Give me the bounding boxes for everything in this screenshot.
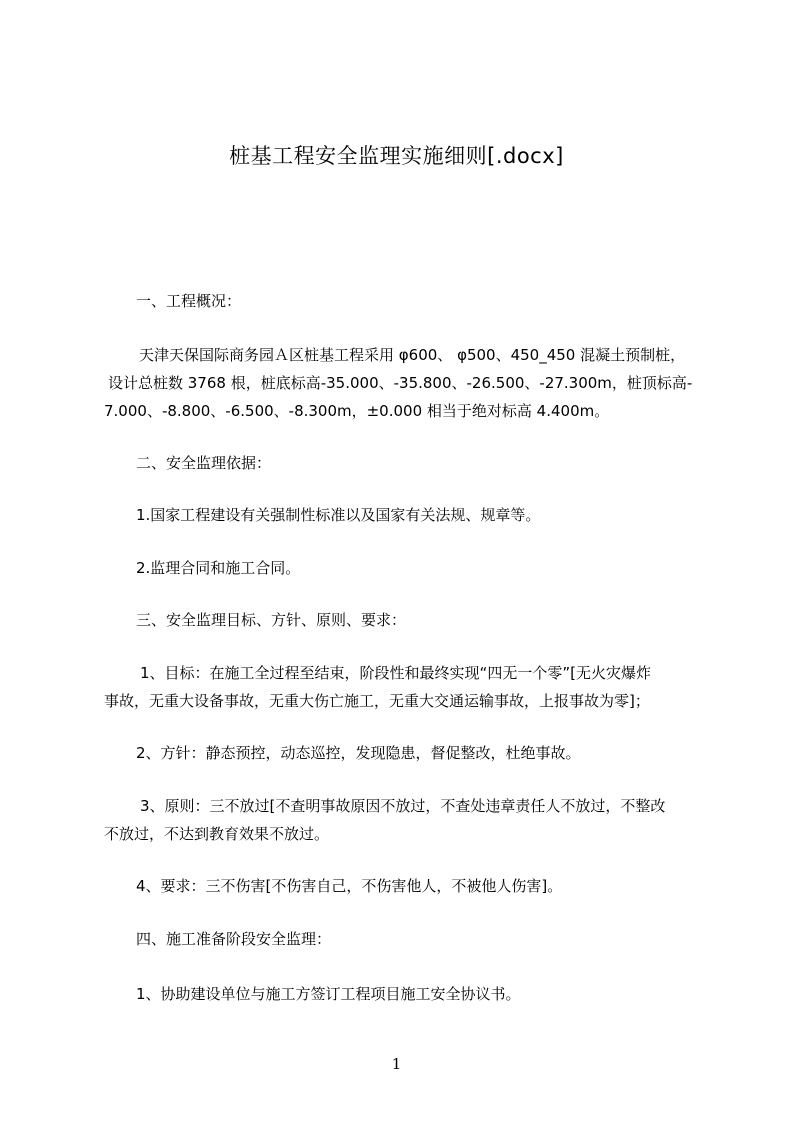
list-item-line: 事故，无重大设备事故，无重大伤亡施工，无重大交通运输事故，上报事故为零]； bbox=[104, 692, 650, 710]
section-heading-overview: 一、工程概况： bbox=[136, 292, 242, 310]
list-item-line: 1、目标：在施工全过程至结束，阶段性和最终实现“四无一个零”[无火灾爆炸 bbox=[140, 664, 651, 682]
list-item: 2、方针：静态预控，动态巡控，发现隐患，督促整改，杜绝事故。 bbox=[136, 744, 581, 762]
paragraph-line: 天津天保国际商务园Ａ区桩基工程采用 φ600、 φ500、450_450 混凝土预制桩， bbox=[139, 346, 686, 364]
list-item-line: 不放过，不达到教育效果不放过。 bbox=[104, 825, 330, 843]
list-item: 1、协助建设单位与施工方签订工程项目施工安全协议书。 bbox=[136, 985, 521, 1003]
list-item: 2.监理合同和施工合同。 bbox=[136, 559, 301, 577]
paragraph-line: 7.000、-8.800、-6.500、-8.300m，±0.000 相当于绝对标高 4.400m。 bbox=[104, 402, 610, 420]
page-number: 1 bbox=[391, 1055, 402, 1073]
section-heading-objectives: 三、安全监理目标、方针、原则、要求： bbox=[136, 611, 407, 629]
section-heading-basis: 二、安全监理依据： bbox=[136, 454, 272, 472]
list-item-line: 3、原则：三不放过[不查明事故原因不放过，不查处违章责任人不放过，不整改 bbox=[140, 797, 666, 815]
section-heading-preparation: 四、施工准备阶段安全监理： bbox=[136, 930, 332, 948]
list-item: 1.国家工程建设有关强制性标准以及国家有关法规、规章等。 bbox=[136, 506, 541, 524]
paragraph-line: 设计总桩数 3768 根，桩底标高-35.000、-35.800、-26.500、-27.300m，桩顶标高- bbox=[108, 374, 693, 392]
document-title: 桩基工程安全监理实施细则[.docx] bbox=[229, 144, 564, 168]
list-item: 4、要求：三不伤害[不伤害自己，不伤害他人，不被他人伤害]。 bbox=[136, 877, 563, 895]
